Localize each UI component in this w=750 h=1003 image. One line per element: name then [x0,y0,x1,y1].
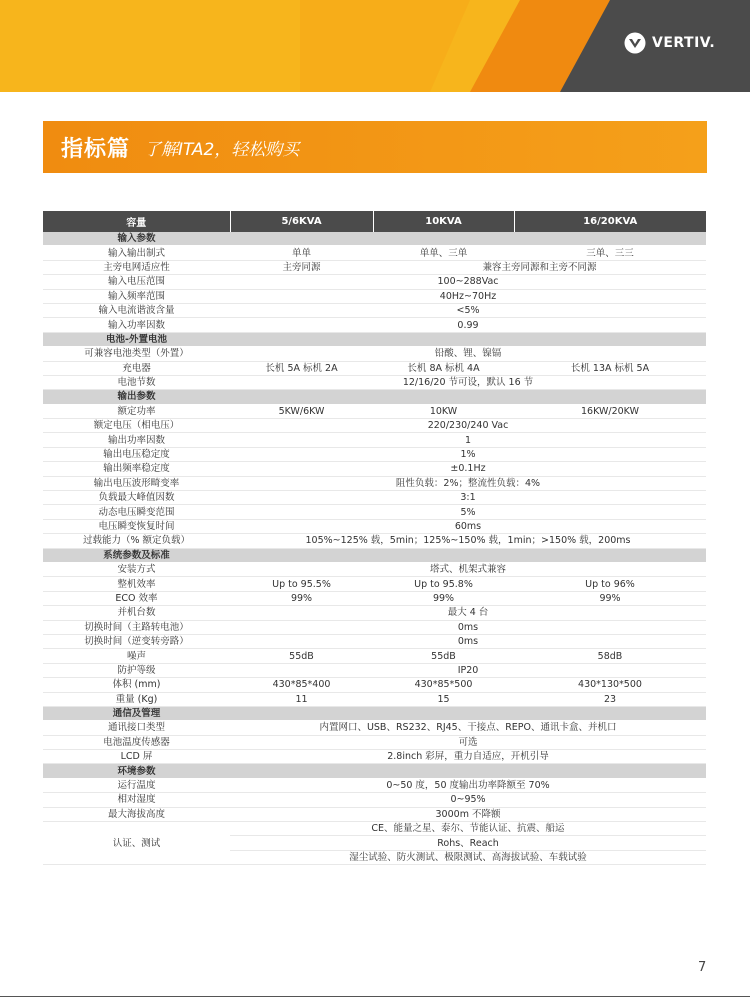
table-cell: 23 [514,692,706,706]
row-label: 额定电压（相电压） [43,419,230,433]
table-row [43,750,706,764]
spec-table [43,211,706,865]
table-row [43,462,706,476]
page-title: 指标篇 [61,136,131,162]
row-label: 输出电压稳定度 [43,447,230,461]
row-label: 输出功率因数 [43,433,230,447]
vertiv-logo [624,32,715,54]
table-row [43,260,706,274]
table-cell: 430*85*400 [230,678,373,692]
row-label: 输出频率稳定度 [43,462,230,476]
header-16-20kva: 16/20KVA [514,211,706,232]
section-row [43,764,706,778]
table-cell: 220/230/240 Vac [230,419,706,433]
table-row [43,433,706,447]
table-row [43,807,706,821]
table-row [43,634,706,648]
row-label: 通讯接口类型 [43,721,230,735]
row-label: 可兼容电池类型（外置） [43,347,230,361]
table-cell: 2.8inch 彩屏，重力自适应，开机引导 [230,750,706,764]
table-row [43,246,706,260]
table-cell: 0ms [230,634,706,648]
table-row [43,275,706,289]
header-banner [0,0,750,92]
table-cell: 99% [514,591,706,605]
section-row [43,390,706,404]
row-label: 体积 (mm) [43,678,230,692]
table-cell: 60ms [230,519,706,533]
row-label: 输入频率范围 [43,289,230,303]
table-row [43,620,706,634]
table-cell: 100~288Vac [230,275,706,289]
row-label: 主旁电网适应性 [43,260,230,274]
table-cell: 湿尘试验、防火测试、极限测试、高海拔试验、车载试验 [230,850,706,864]
table-cell: 3000m 不降额 [230,807,706,821]
table-row [43,663,706,677]
section-label: 环境参数 [43,764,230,778]
vertiv-logo-icon [624,32,646,54]
header-10kva: 10KVA [373,211,514,232]
table-row [43,577,706,591]
section-fill [230,390,706,404]
row-label: 输入功率因数 [43,318,230,332]
table-cell: CE、能量之星、泰尔、节能认证、抗震、船运 [230,822,706,836]
table-cell: ±0.1Hz [230,462,706,476]
section-fill [230,706,706,720]
table-cell: 单单、三单 [373,246,514,260]
section-label: 系统参数及标准 [43,548,230,562]
row-label: 动态电压瞬变范围 [43,505,230,519]
table-cell: 58dB [514,649,706,663]
table-row [43,822,706,836]
row-label: 输入电流谐波含量 [43,303,230,317]
row-label: 负载最大峰值因数 [43,491,230,505]
section-label: 通信及管理 [43,706,230,720]
row-label: 电压瞬变恢复时间 [43,519,230,533]
table-cell: 0.99 [230,318,706,332]
table-cell: 铅酸、锂、镍镉 [230,347,706,361]
section-label: 输出参数 [43,390,230,404]
table-row [43,347,706,361]
table-row [43,375,706,389]
table-cell: 兼容主旁同源和主旁不同源 [373,260,706,274]
table-row [43,534,706,548]
row-label: 防护等级 [43,663,230,677]
table-row [43,447,706,461]
section-label: 输入参数 [43,232,230,246]
table-row [43,519,706,533]
table-cell: 三单、三三 [514,246,706,260]
section-label: 电池-外置电池 [43,332,230,346]
table-row [43,318,706,332]
table-row [43,793,706,807]
table-cell: Up to 96% [514,577,706,591]
table-cell: IP20 [230,663,706,677]
section-fill [230,232,706,246]
table-row [43,678,706,692]
row-label: 并机台数 [43,606,230,620]
header-capacity: 容量 [43,211,230,232]
section-row [43,706,706,720]
table-cell: 16KW/20KW [514,404,706,418]
row-label: 运行温度 [43,778,230,792]
table-cell: 0~95% [230,793,706,807]
row-label: ECO 效率 [43,591,230,605]
table-row [43,562,706,576]
header-5-6kva: 5/6KVA [230,211,373,232]
row-label: 噪声 [43,649,230,663]
table-row [43,361,706,375]
row-label: 重量 (Kg) [43,692,230,706]
table-row [43,289,706,303]
row-label: 输入输出制式 [43,246,230,260]
table-cell: 最大 4 台 [230,606,706,620]
table-cell: Rohs、Reach [230,836,706,850]
row-label: LCD 屏 [43,750,230,764]
row-label: 认证、测试 [43,822,230,865]
table-cell: 内置网口、USB、RS232、RJ45、干接点、REPO、通讯卡盒、并机口 [230,721,706,735]
table-row [43,476,706,490]
table-cell: 主旁同源 [230,260,373,274]
table-cell: 0~50 度，50 度输出功率降额至 70% [230,778,706,792]
table-row [43,606,706,620]
table-cell: <5% [230,303,706,317]
row-label: 电池温度传感器 [43,735,230,749]
table-cell: 105%~125% 载，5min；125%~150% 载，1min；>150% 载，200ms [230,534,706,548]
logo-text: VERTIV. [652,35,716,51]
table-cell: 塔式、机架式兼容 [230,562,706,576]
table-cell: Up to 95.8% [373,577,514,591]
table-cell: 430*130*500 [514,678,706,692]
table-cell: 长机 13A 标机 5A [514,361,706,375]
table-cell: 15 [373,692,514,706]
page-subtitle: 了解ITA2，轻松购买 [144,139,300,160]
row-label: 过载能力（% 额定负载） [43,534,230,548]
row-label: 输出电压波形畸变率 [43,476,230,490]
table-cell: 3:1 [230,491,706,505]
table-row [43,303,706,317]
table-cell: 99% [373,591,514,605]
row-label: 整机效率 [43,577,230,591]
table-header-row [43,211,706,232]
table-cell: 40Hz~70Hz [230,289,706,303]
row-label: 最大海拔高度 [43,807,230,821]
table-row [43,419,706,433]
row-label: 相对湿度 [43,793,230,807]
table-row [43,735,706,749]
row-label: 充电器 [43,361,230,375]
table-cell: 12/16/20 节可设，默认 16 节 [230,375,706,389]
table-cell: 0ms [230,620,706,634]
table-cell: 55dB [373,649,514,663]
row-label: 输入电压范围 [43,275,230,289]
table-cell: 430*85*500 [373,678,514,692]
table-row [43,649,706,663]
row-label: 额定功率 [43,404,230,418]
table-cell: 1 [230,433,706,447]
table-row [43,692,706,706]
table-cell: 单单 [230,246,373,260]
table-cell: 10KW [373,404,514,418]
section-row [43,332,706,346]
spec-table-body [43,232,706,865]
table-row [43,721,706,735]
table-row [43,404,706,418]
table-cell: 1% [230,447,706,461]
section-title-bar [43,121,707,173]
table-cell: 阻性负载：2%；整流性负载：4% [230,476,706,490]
footer-divider [0,996,750,997]
table-row [43,778,706,792]
section-fill [230,764,706,778]
table-cell: 99% [230,591,373,605]
table-cell: 5KW/6KW [230,404,373,418]
row-label: 切换时间（主路转电池） [43,620,230,634]
page-number: 7 [698,960,707,975]
row-label: 安装方式 [43,562,230,576]
table-cell: Up to 95.5% [230,577,373,591]
section-row [43,548,706,562]
table-row [43,491,706,505]
row-label: 电池节数 [43,375,230,389]
section-row [43,232,706,246]
table-row [43,591,706,605]
section-fill [230,548,706,562]
table-cell: 长机 8A 标机 4A [373,361,514,375]
table-row [43,505,706,519]
table-cell: 长机 5A 标机 2A [230,361,373,375]
row-label: 切换时间（逆变转旁路） [43,634,230,648]
table-cell: 11 [230,692,373,706]
table-cell: 可选 [230,735,706,749]
table-cell: 55dB [230,649,373,663]
table-cell: 5% [230,505,706,519]
section-fill [230,332,706,346]
